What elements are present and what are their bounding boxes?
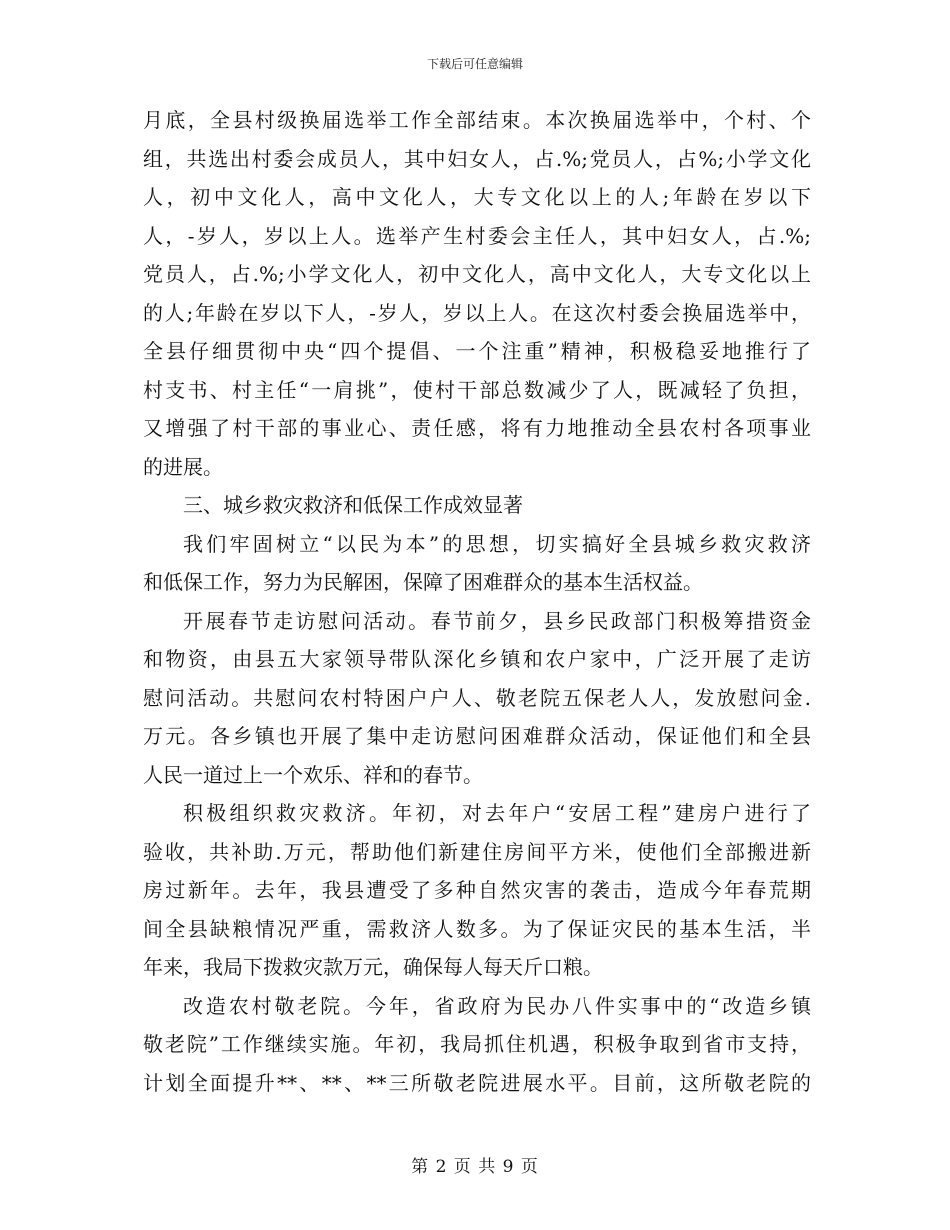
text-line: 房过新年。去年，我县遭受了多种自然灾害的袭击，造成今年春荒期 [143, 878, 811, 902]
document-body [143, 101, 811, 1102]
text-line: 的人;年龄在岁以下人，-岁人，岁以上人。在这次村委会换届选举中， [143, 300, 811, 325]
text-line: 和低保工作，努力为民解困，保障了困难群众的基本生活权益。 [143, 570, 703, 594]
text-line: 我们牢固树立“以民为本”的思想，切实搞好全县城乡救灾救济 [183, 531, 811, 556]
section-heading: 三、城乡救灾救济和低保工作成效显著 [183, 493, 523, 517]
text-line: 万元。各乡镇也开展了集中走访慰问困难群众活动，保证他们和全县 [143, 724, 811, 748]
text-line: 年来，我局下拨救灾款万元，确保每人每天斤口粮。 [143, 955, 603, 979]
text-line: 全县仔细贯彻中央“四个提倡、一个注重”精神，积极稳妥地推行了 [143, 339, 811, 363]
text-line: 的进展。 [143, 454, 223, 479]
text-line: 人，初中文化人，高中文化人，大专文化以上的人;年龄在岁以下 [143, 185, 811, 209]
text-line: 党员人，占.%;小学文化人，初中文化人，高中文化人，大专文化以上 [143, 262, 811, 286]
text-line: 慰问活动。共慰问农村特困户户人、敬老院五保老人人，发放慰问金. [143, 685, 811, 710]
text-line: 又增强了村干部的事业心、责任感，将有力地推动全县农村各项事业 [143, 416, 811, 440]
text-line: 改造农村敬老院。今年，省政府为民办八件实事中的“改造乡镇 [183, 993, 811, 1018]
text-line: 和物资，由县五大家领导带队深化乡镇和农户家中，广泛开展了走访 [143, 647, 811, 671]
text-line: 间全县缺粮情况严重，需救济人数多。为了保证灾民的基本生活，半 [143, 916, 811, 941]
page-header: 下载后可任意编辑 [426, 57, 523, 71]
text-line: 月底，全县村级换届选举工作全部结束。本次换届选举中，个村、个 [143, 108, 811, 132]
text-line: 敬老院”工作继续实施。年初，我局抓住机遇，积极争取到省市支持， [143, 1032, 811, 1056]
text-line: 组，共选出村委会成员人，其中妇女人，占.%;党员人，占%;小学文化 [143, 146, 811, 171]
text-line: 开展春节走访慰问活动。春节前夕，县乡民政部门积极筹措资金 [183, 608, 811, 633]
text-line: 人，-岁人，岁以上人。选举产生村委会主任人，其中妇女人，占.%; [143, 223, 811, 248]
text-line: 村支书、村主任“一肩挑”，使村干部总数减少了人，既减轻了负担， [143, 377, 811, 402]
text-line: 计划全面提升**、**、**三所敬老院进展水平。目前，这所敬老院的 [143, 1070, 811, 1095]
text-line: 人民一道过上一个欢乐、祥和的春节。 [143, 762, 483, 787]
page-footer: 第 2 页 共 9 页 [411, 1157, 539, 1177]
text-line: 验收，共补助.万元，帮助他们新建住房间平方米，使他们全部搬进新 [143, 839, 811, 864]
text-line: 积极组织救灾救济。年初，对去年户“安居工程”建房户进行了 [183, 801, 811, 825]
